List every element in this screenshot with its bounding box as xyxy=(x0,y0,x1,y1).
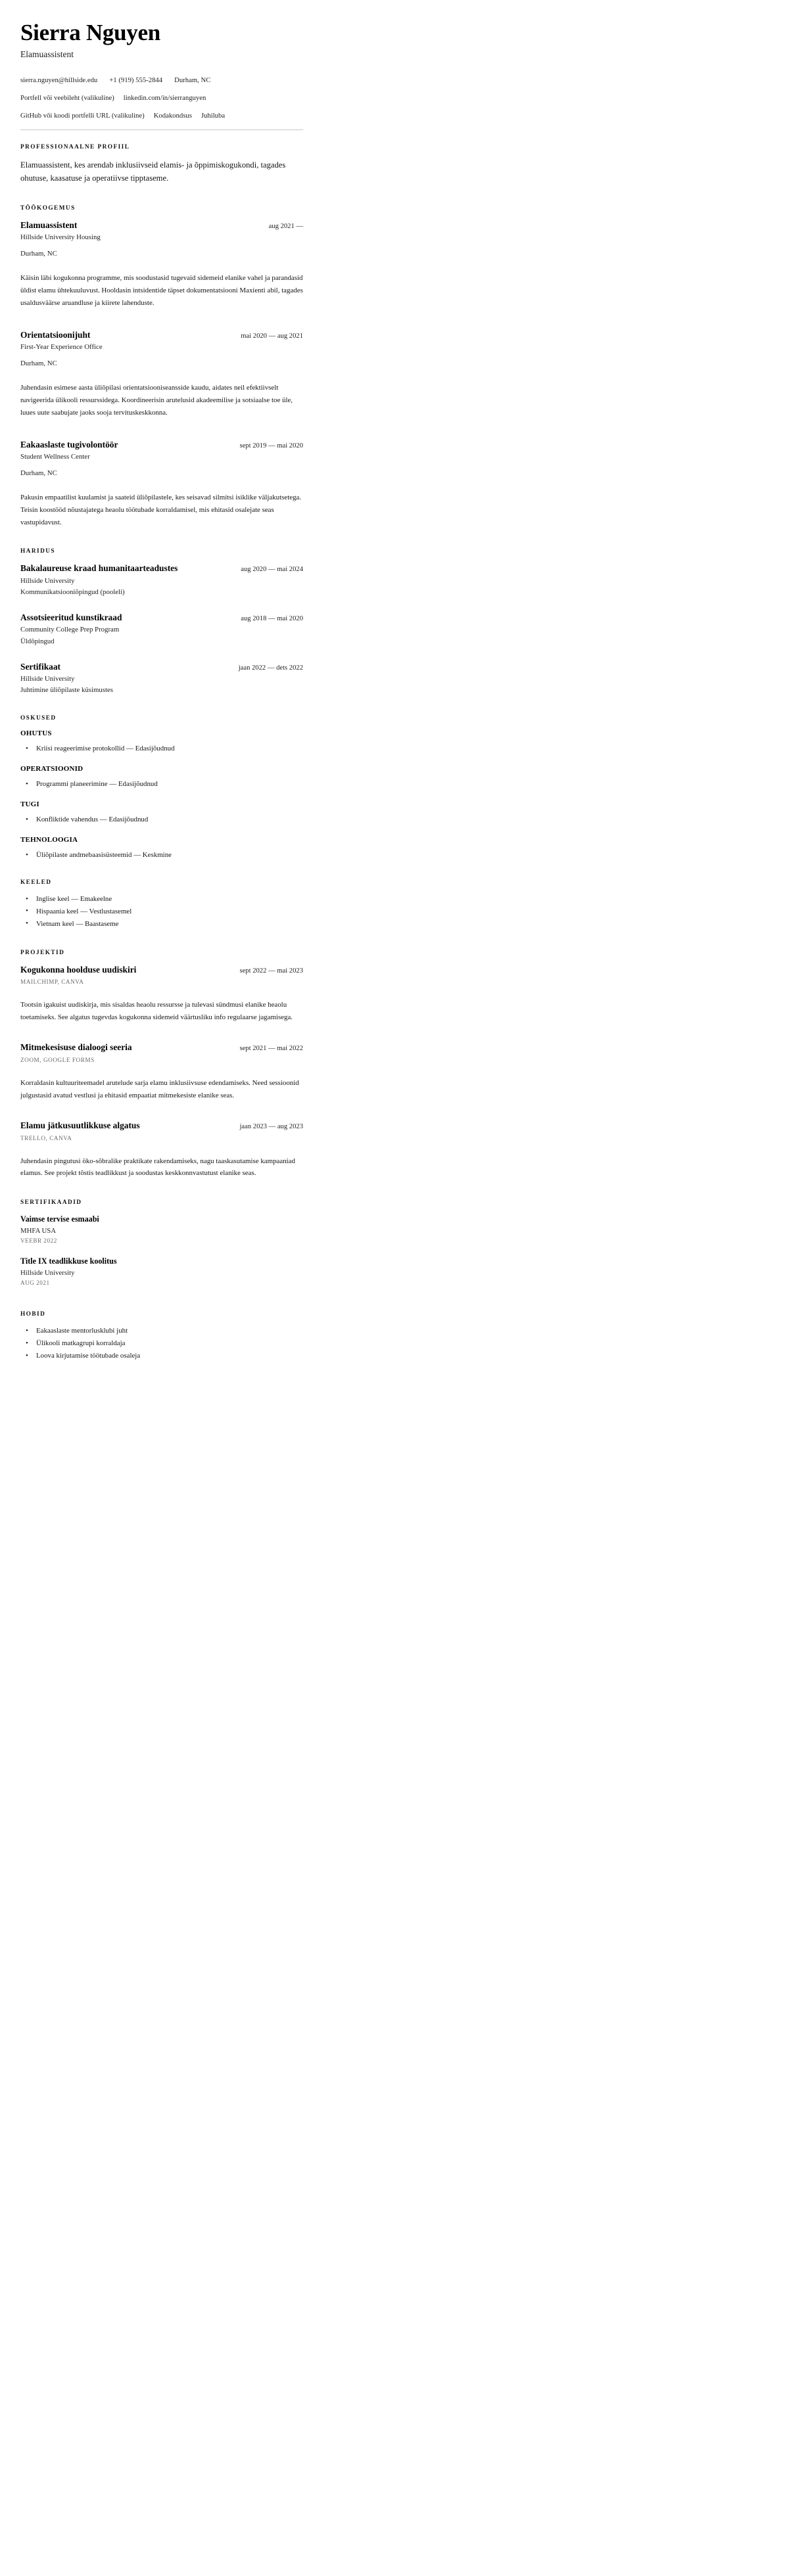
section-title-certificates: SERTIFIKAADID xyxy=(20,1199,82,1207)
location-text: Durham, NC xyxy=(174,76,211,84)
entry-header xyxy=(20,219,303,231)
entry-header xyxy=(20,612,303,624)
project-name: Kogukonna hoolduse uudiskiri xyxy=(20,964,137,975)
language-item: • Hispaania keel — Vestlustasemel xyxy=(20,906,303,917)
section-education xyxy=(20,548,303,695)
section-hobbies xyxy=(20,1311,303,1362)
entry-header xyxy=(20,439,303,451)
contact-row-2 xyxy=(20,93,303,103)
hobby-item: • Loova kirjutamise töötubade osaleja xyxy=(20,1350,303,1362)
degree-title: Sertifikaat xyxy=(20,661,60,672)
section-title-languages: KEELED xyxy=(20,879,52,886)
skill-item: • Programmi planeerimine — Edasijõudnud xyxy=(20,779,303,790)
job-organization: First-Year Experience Office xyxy=(20,342,103,351)
project-tools: MAILCHIMP, CANVA xyxy=(20,978,84,985)
citizenship-text: Kodakondsus xyxy=(153,111,192,120)
section-title-projects: PROJEKTID xyxy=(20,949,65,956)
hobby-item: • Ülikooli matkagrupi korraldaja xyxy=(20,1338,303,1349)
summary-text: Elamuassistent, kes arendab inklusiivseid elamis- ja õppimiskogukondi, tagades ohutuse, kaasatuse ja operatiivse tipptaseme. xyxy=(20,160,286,183)
entry-header xyxy=(20,964,303,976)
job-organization: Hillside University Housing xyxy=(20,233,101,241)
project-name: Elamu jätkusuutlikkuse algatus xyxy=(20,1120,140,1131)
job-location: Durham, NC xyxy=(20,250,57,258)
resume-content-column xyxy=(20,20,303,1362)
school-name: Hillside University xyxy=(20,576,75,585)
project-tools: TRELLO, CANVA xyxy=(20,1134,72,1141)
section-summary xyxy=(20,144,303,185)
skill-group xyxy=(20,729,303,754)
job-date-range: mai 2020 — aug 2021 xyxy=(241,332,303,340)
entry-header xyxy=(20,661,303,673)
experience-entry xyxy=(20,329,303,419)
degree-title: Assotsieeritud kunstikraad xyxy=(20,612,122,623)
education-entry xyxy=(20,612,303,647)
section-experience xyxy=(20,205,303,529)
skill-group-name: TUGI xyxy=(20,800,39,809)
resume-header xyxy=(20,20,303,130)
project-description: Juhendasin pingutusi öko-sõbralike praktikate rakendamiseks, nagu taaskasutamise kampaaniad elamus. See projekt tõstis teadlikkust ja soodustas keskkonnvastutust elanike seas. xyxy=(20,1157,295,1178)
github-text: GitHub või koodi portfelli URL (valikuline) xyxy=(20,111,145,120)
section-projects xyxy=(20,950,303,1180)
job-title: Eakaaslaste tugivolontöör xyxy=(20,439,118,449)
candidate-headline: Elamuassistent xyxy=(20,49,74,60)
skill-item: • Üliõpilaste andmebaasisüsteemid — Keskmine xyxy=(20,850,303,861)
entry-header xyxy=(20,1042,303,1053)
project-date-range: jaan 2023 — aug 2023 xyxy=(239,1123,303,1131)
field-of-study: Üldõpingud xyxy=(20,637,55,645)
certificate-name: Title IX teadlikkuse koolitus xyxy=(20,1256,117,1266)
skill-group xyxy=(20,800,303,825)
candidate-name: Sierra Nguyen xyxy=(20,20,160,45)
entry-header xyxy=(20,1120,303,1132)
certificate-date: VEEBR 2022 xyxy=(20,1237,57,1245)
project-entry xyxy=(20,964,303,1024)
contact-row-1 xyxy=(20,75,303,85)
project-name: Mitmekesisuse dialoogi seeria xyxy=(20,1042,132,1053)
section-title-hobbies: HOBID xyxy=(20,1311,46,1318)
linkedin-text: linkedin.com/in/sierranguyen xyxy=(123,93,206,102)
section-languages xyxy=(20,879,303,930)
skill-list xyxy=(20,850,303,861)
section-title-experience: TÖÖKOGEMUS xyxy=(20,204,76,212)
contact-block xyxy=(20,75,303,121)
job-organization: Student Wellness Center xyxy=(20,452,90,461)
project-description: Korraldasin kultuuriteemadel arutelude sarja elamu inklusiivsuse edendamiseks. Need sessioonid julgustasid avatud vestlusi ja ehitasid empaatiat mitmekesiste elanike seas. xyxy=(20,1078,299,1099)
certificate-entry xyxy=(20,1256,303,1286)
degree-title: Bakalaureuse kraad humanitaarteadustes xyxy=(20,563,178,574)
job-date-range: sept 2019 — mai 2020 xyxy=(239,442,303,449)
job-title: Elamuassistent xyxy=(20,219,78,230)
project-tools: ZOOM, GOOGLE FORMS xyxy=(20,1056,95,1063)
experience-entry xyxy=(20,219,303,310)
skill-group-name: TEHNOLOOGIA xyxy=(20,836,78,844)
section-title-skills: OSKUSED xyxy=(20,715,57,722)
degree-date-range: aug 2018 — mai 2020 xyxy=(241,615,303,623)
skill-group-name: OHUTUS xyxy=(20,729,52,738)
job-location: Durham, NC xyxy=(20,469,57,477)
certificate-entry xyxy=(20,1214,303,1244)
portfolio-text: Portfell või veebileht (valikuline) xyxy=(20,93,114,102)
job-title: Orientatsioonijuht xyxy=(20,329,91,340)
project-description: Tootsin igakuist uudiskirja, mis sisaldas heaolu ressursse ja tulevasi sündmusi elanike heaolu toetamiseks. See algatus tugevdas kogukonna sidemeid väärtusliku info regulaarse jagamisega. xyxy=(20,1000,293,1021)
skill-list xyxy=(20,814,303,825)
section-certificates xyxy=(20,1199,303,1286)
skill-item: • Konfliktide vahendus — Edasijõudnud xyxy=(20,814,303,825)
skill-list xyxy=(20,779,303,790)
field-of-study: Kommunikatsiooniõpingud (pooleli) xyxy=(20,587,125,596)
education-entry xyxy=(20,661,303,696)
drivers-license-text: Juhiluba xyxy=(201,111,226,120)
skill-group-name: OPERATSIOONID xyxy=(20,765,84,773)
entry-header xyxy=(20,563,303,574)
skill-group xyxy=(20,836,303,861)
job-description: Pakusin empaatilist kuulamist ja saateid üliõpilastele, kes seisavad silmitsi isiklike väljakutsetega. Teisin koostööd nõustajatega heaolu töötubade korraldamisel, mis ehitasid osalejate seas vastupidavust. xyxy=(20,494,302,526)
education-entry xyxy=(20,563,303,597)
certificate-name: Vaimse tervise esmaabi xyxy=(20,1214,99,1224)
certificate-issuer: Hillside University xyxy=(20,1269,75,1277)
job-description: Juhendasin esimese aasta üliõpilasi orientatsiooniseansside kaudu, aidates neil efektiivselt navigeerida ülikooli ressurssidega. Koordineerisin arutelusid akadeemilise ja sotsiaalse toe üle, luues uute saabujate jaoks sooja tervituskeskkonna. xyxy=(20,384,293,417)
skill-item: • Kriisi reageerimise protokollid — Edasijõudnud xyxy=(20,743,303,754)
project-entry xyxy=(20,1120,303,1180)
experience-entry xyxy=(20,439,303,529)
project-entry xyxy=(20,1042,303,1101)
language-item: • Inglise keel — Emakeelne xyxy=(20,894,303,905)
degree-date-range: jaan 2022 — dets 2022 xyxy=(238,664,303,672)
degree-date-range: aug 2020 — mai 2024 xyxy=(241,566,303,574)
section-title-education: HARIDUS xyxy=(20,548,56,555)
project-date-range: sept 2021 — mai 2022 xyxy=(239,1045,303,1053)
section-skills xyxy=(20,715,303,861)
section-title-summary: PROFESSIONAALNE PROFIIL xyxy=(20,143,130,150)
job-date-range: aug 2021 — xyxy=(268,222,303,230)
certificate-date: AUG 2021 xyxy=(20,1279,50,1287)
project-date-range: sept 2022 — mai 2023 xyxy=(239,967,303,975)
phone-text: +1 (919) 555-2844 xyxy=(109,76,163,84)
hobby-list xyxy=(20,1325,303,1362)
email-text: sierra.nguyen@hillside.edu xyxy=(20,76,98,84)
entry-header xyxy=(20,329,303,341)
school-name: Hillside University xyxy=(20,675,75,683)
hobby-item: • Eakaaslaste mentorlusklubi juht xyxy=(20,1325,303,1337)
certificate-issuer: MHFA USA xyxy=(20,1226,57,1235)
language-list xyxy=(20,894,303,930)
job-location: Durham, NC xyxy=(20,359,57,368)
header-divider xyxy=(20,129,303,130)
school-name: Community College Prep Program xyxy=(20,626,120,634)
job-description: Käisin läbi kogukonna programme, mis soodustasid tugevaid sidemeid elanike vahel ja parandasid üldist elamu ühtekuuluvust. Hooldasin intsidentide täpset dokumentatsiooni Maxienti abil, tagades usaldusväärse aruandluse ja kiirete lahenduste. xyxy=(20,274,303,307)
skill-group xyxy=(20,765,303,790)
contact-row-3 xyxy=(20,110,303,121)
language-item: • Vietnam keel — Baastaseme xyxy=(20,919,303,930)
skill-list xyxy=(20,743,303,754)
field-of-study: Juhtimine üliõpilaste küsimustes xyxy=(20,686,113,695)
